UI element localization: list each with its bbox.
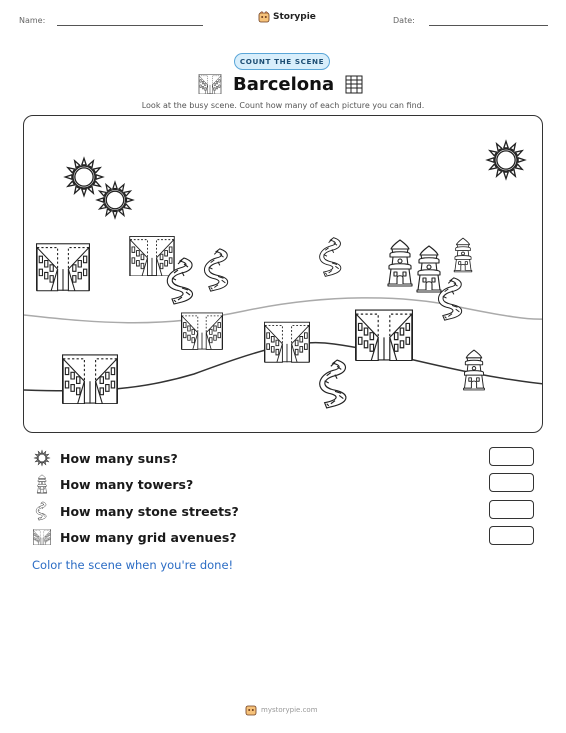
brand-name: Storypie — [273, 12, 316, 22]
sun-icon — [33, 448, 51, 468]
question-row-suns — [33, 448, 178, 468]
answer-box-grid-avenues[interactable] — [489, 526, 534, 545]
stone-street-icon — [204, 249, 227, 291]
footer-url[interactable]: mystorypie.com — [261, 706, 318, 714]
stone-street-icon — [320, 238, 341, 277]
count-the-scene-badge: COUNT THE SCENE — [234, 53, 330, 70]
tower-icon — [388, 240, 412, 286]
back-hill-line — [24, 298, 543, 323]
building-icon — [344, 74, 364, 94]
question-text: How many stone streets? — [60, 503, 239, 519]
instructions: Look at the busy scene. Count how many of each picture you can find. — [141, 101, 425, 110]
question-text: How many suns? — [60, 450, 178, 466]
answer-box-suns[interactable] — [489, 447, 534, 466]
grid-avenue-icon — [37, 244, 90, 291]
question-row-stone-streets — [33, 501, 239, 521]
scene-canvas — [24, 116, 543, 433]
grid-avenue-icon — [181, 313, 222, 350]
date-label: Date: — [393, 16, 415, 25]
answer-box-towers[interactable] — [489, 473, 534, 492]
grid-avenue-icon — [198, 74, 222, 94]
storypie-logo-icon — [258, 11, 270, 23]
color-instruction: Color the scene when you're done! — [32, 558, 234, 572]
answer-box-stone-streets[interactable] — [489, 500, 534, 519]
question-text: How many towers? — [60, 476, 194, 492]
storypie-logo-icon — [245, 704, 257, 716]
question-row-towers — [33, 474, 193, 494]
grid-avenue-icon — [264, 322, 309, 362]
sun-icon — [487, 141, 524, 178]
tower-icon — [417, 246, 441, 292]
counting-scene — [23, 115, 543, 433]
brand-logo — [258, 11, 316, 23]
date-line[interactable] — [429, 25, 548, 26]
question-row-grid-avenues — [33, 527, 237, 547]
tower-icon — [464, 350, 485, 390]
stone-street-icon — [33, 501, 51, 521]
name-line[interactable] — [57, 25, 203, 26]
grid-avenue-icon — [63, 355, 118, 404]
name-label: Name: — [19, 16, 46, 25]
sun-icon — [65, 158, 102, 195]
page-title: Barcelona — [233, 74, 335, 95]
grid-avenue-icon — [33, 527, 51, 547]
grid-avenue-icon — [130, 236, 175, 276]
tower-icon — [33, 474, 51, 494]
sun-icon — [97, 182, 133, 218]
stone-street-icon — [438, 278, 461, 320]
grid-avenue-icon — [356, 310, 413, 360]
tower-icon — [454, 238, 472, 272]
footer — [245, 704, 318, 716]
question-text: How many grid avenues? — [60, 529, 237, 545]
stone-street-icon — [320, 360, 346, 408]
